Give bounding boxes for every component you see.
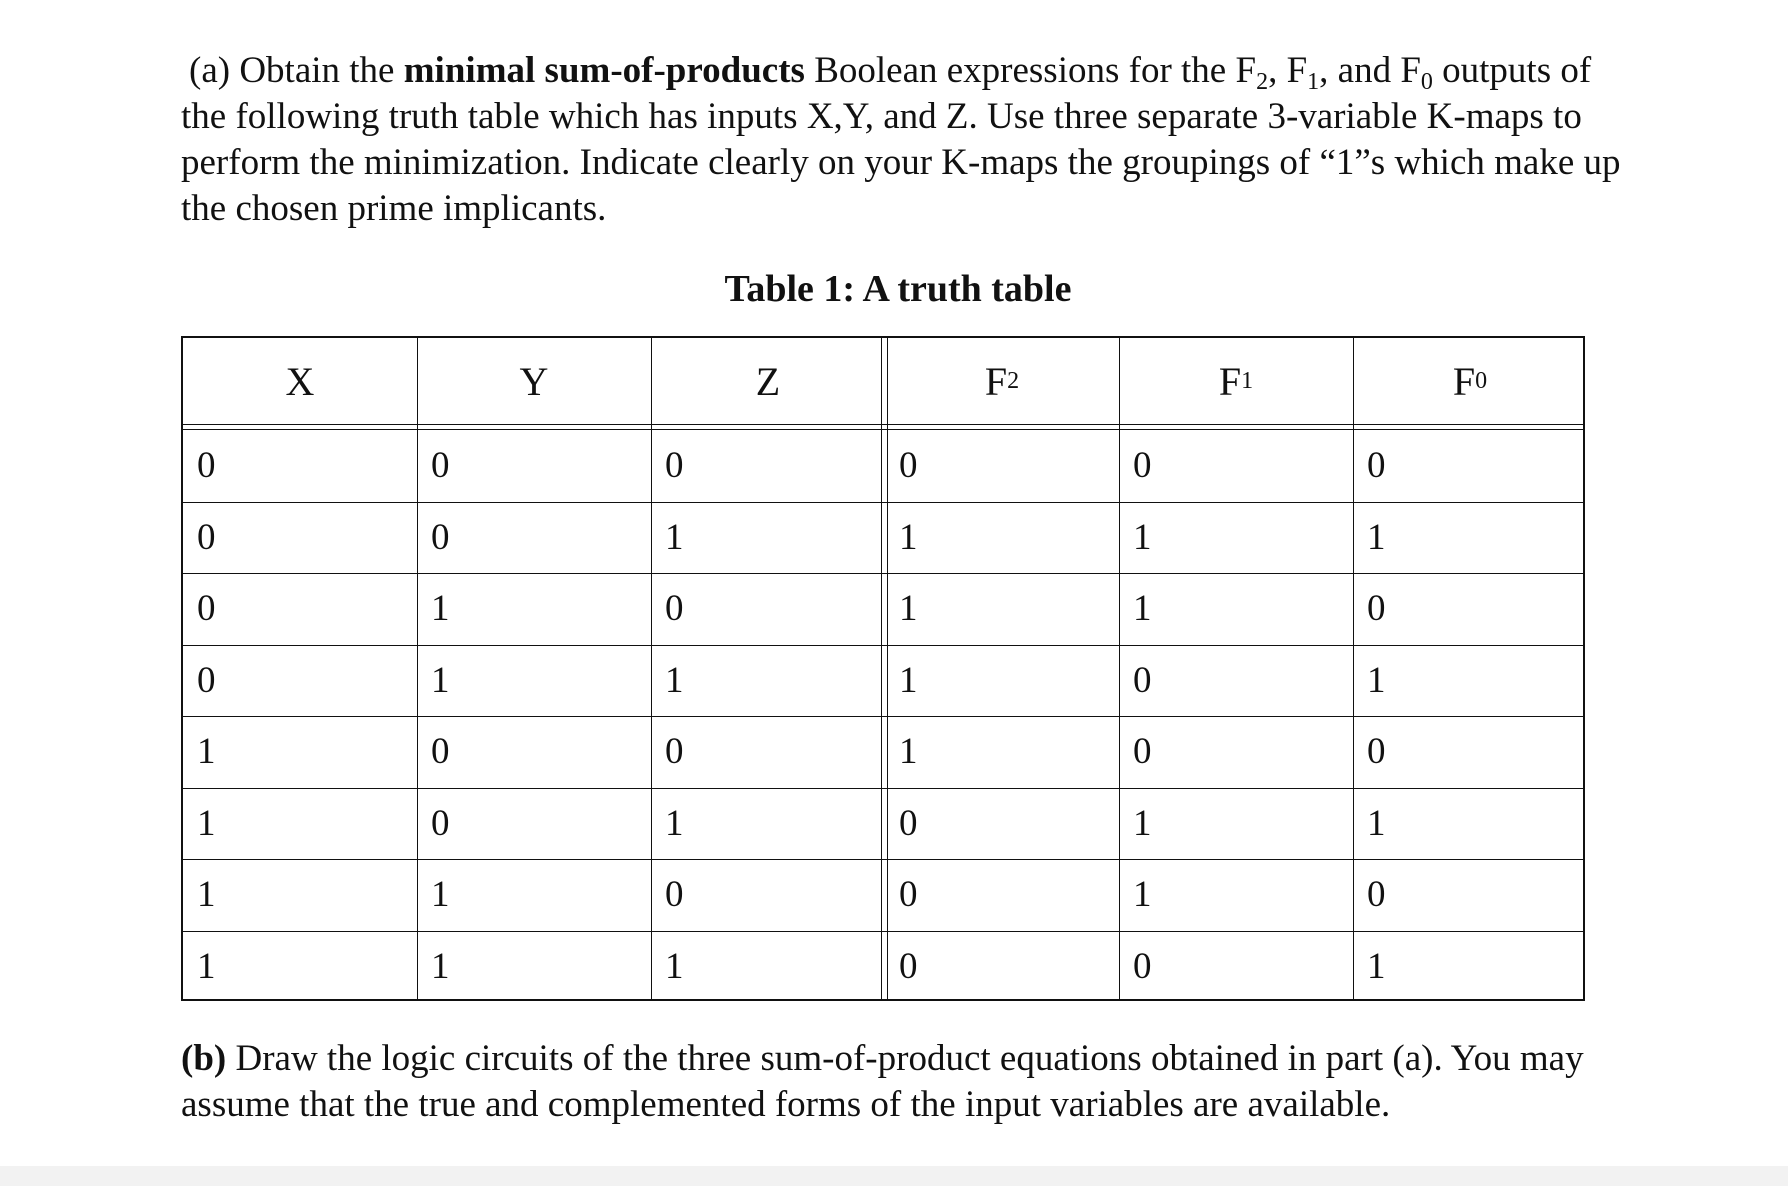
column-divider bbox=[417, 338, 418, 999]
table-cell: 0 bbox=[899, 874, 918, 915]
column-divider bbox=[651, 338, 652, 999]
group-divider bbox=[881, 338, 882, 999]
table-cell: 1 bbox=[431, 874, 450, 915]
header-z bbox=[651, 338, 885, 424]
table-cell: 0 bbox=[665, 588, 684, 629]
table-cell: 1 bbox=[197, 731, 216, 772]
table-cell: 0 bbox=[665, 874, 684, 915]
part-a-lead: (a) Obtain the bbox=[189, 50, 404, 91]
header-f2: F 2 bbox=[984, 358, 1020, 404]
part-a-line-4: the chosen prime implicants. bbox=[181, 188, 607, 229]
header-label: F bbox=[1452, 358, 1476, 404]
table-cell: 1 bbox=[899, 731, 918, 772]
part-a-sub-2: 2 bbox=[1256, 69, 1269, 95]
table-cell: 1 bbox=[1367, 945, 1386, 987]
table-cell: 0 bbox=[431, 445, 450, 486]
part-b-line-1 bbox=[181, 1036, 1701, 1082]
part-b-text-1: Draw the logic circuits of the three sum-of-product equations obtained in part (a). You may bbox=[226, 1038, 1584, 1079]
table-cell: 1 bbox=[1133, 874, 1152, 915]
table-cell: 1 bbox=[431, 945, 450, 987]
table-cell: 1 bbox=[431, 588, 450, 629]
part-a-text-2: , and F bbox=[1319, 50, 1421, 91]
part-a-line-1 bbox=[181, 48, 1701, 94]
table-cell: 1 bbox=[1133, 588, 1152, 629]
table-cell: 1 bbox=[1367, 659, 1386, 701]
header-f1: F 1 bbox=[1218, 358, 1254, 404]
table-cell: 1 bbox=[665, 802, 684, 844]
bottom-bar bbox=[0, 1166, 1788, 1186]
table-cell: 1 bbox=[1367, 802, 1386, 844]
table-cell: 0 bbox=[1133, 659, 1152, 701]
table-cell: 0 bbox=[899, 945, 918, 987]
table-cell: 0 bbox=[899, 802, 918, 844]
table-cell: 0 bbox=[899, 445, 918, 486]
part-a-bold-phrase: minimal sum-of-products bbox=[403, 50, 805, 91]
part-a-text-1: Boolean expressions for the F bbox=[804, 50, 1257, 91]
header-f0: F 0 bbox=[1452, 358, 1488, 404]
table-cell: 1 bbox=[665, 516, 684, 558]
part-a-line-3: perform the minimization. Indicate clearly on your K-maps the groupings of “1”s which make up bbox=[181, 142, 1621, 183]
header-label: F bbox=[1218, 358, 1242, 404]
table-cell: 1 bbox=[197, 945, 216, 987]
header-label: Y bbox=[519, 358, 549, 404]
part-a-sub-0: 0 bbox=[1420, 69, 1433, 95]
header-divider bbox=[183, 424, 1583, 425]
table-cell: 1 bbox=[665, 945, 684, 987]
table-cell: 0 bbox=[665, 731, 684, 772]
table-cell: 1 bbox=[1367, 516, 1386, 558]
table-cell: 0 bbox=[1367, 588, 1386, 629]
table-cell: 0 bbox=[197, 445, 216, 486]
table-cell: 0 bbox=[197, 588, 216, 629]
header-label: Z bbox=[755, 358, 781, 404]
truth-table bbox=[181, 336, 1585, 1001]
table-cell: 0 bbox=[431, 802, 450, 844]
header-label: F bbox=[984, 358, 1008, 404]
part-a-sub-1: 1 bbox=[1307, 69, 1320, 95]
column-divider bbox=[1353, 338, 1354, 999]
table-cell: 1 bbox=[1133, 516, 1152, 558]
table-cell: 1 bbox=[431, 659, 450, 701]
header-x bbox=[183, 338, 417, 424]
part-b-lead: (b) bbox=[181, 1038, 227, 1079]
table-cell: 0 bbox=[1133, 945, 1152, 987]
table-cell: 0 bbox=[197, 516, 216, 558]
table-cell: 0 bbox=[1367, 731, 1386, 772]
table-cell: 1 bbox=[1133, 802, 1152, 844]
part-a-text-3: outputs of bbox=[1432, 50, 1592, 91]
table-cell: 0 bbox=[1367, 874, 1386, 915]
table-cell: 1 bbox=[197, 802, 216, 844]
part-a-line-2: the following truth table which has inputs X,Y, and Z. Use three separate 3-variable K-maps to bbox=[181, 96, 1582, 137]
column-divider bbox=[1119, 338, 1120, 999]
header-y bbox=[417, 338, 651, 424]
table-cell: 1 bbox=[899, 588, 918, 629]
table-cell: 1 bbox=[665, 659, 684, 701]
table-cell: 0 bbox=[197, 659, 216, 701]
table-cell: 0 bbox=[1367, 445, 1386, 486]
table-cell: 0 bbox=[1133, 445, 1152, 486]
header-label: X bbox=[285, 358, 315, 404]
part-b-paragraph bbox=[181, 1036, 1701, 1128]
part-a-paragraph bbox=[181, 48, 1701, 232]
table-cell: 1 bbox=[197, 874, 216, 915]
table-cell: 1 bbox=[899, 516, 918, 558]
table-cell: 0 bbox=[431, 516, 450, 558]
part-a-comma: , F bbox=[1268, 50, 1308, 91]
table-cell: 1 bbox=[899, 659, 918, 701]
table-caption: Table 1: A truth table bbox=[724, 268, 1072, 310]
table-cell: 0 bbox=[665, 445, 684, 486]
table-cell: 0 bbox=[431, 731, 450, 772]
part-b-line-2: assume that the true and complemented forms of the input variables are available. bbox=[181, 1084, 1391, 1125]
table-cell: 0 bbox=[1133, 731, 1152, 772]
group-divider bbox=[887, 338, 888, 999]
